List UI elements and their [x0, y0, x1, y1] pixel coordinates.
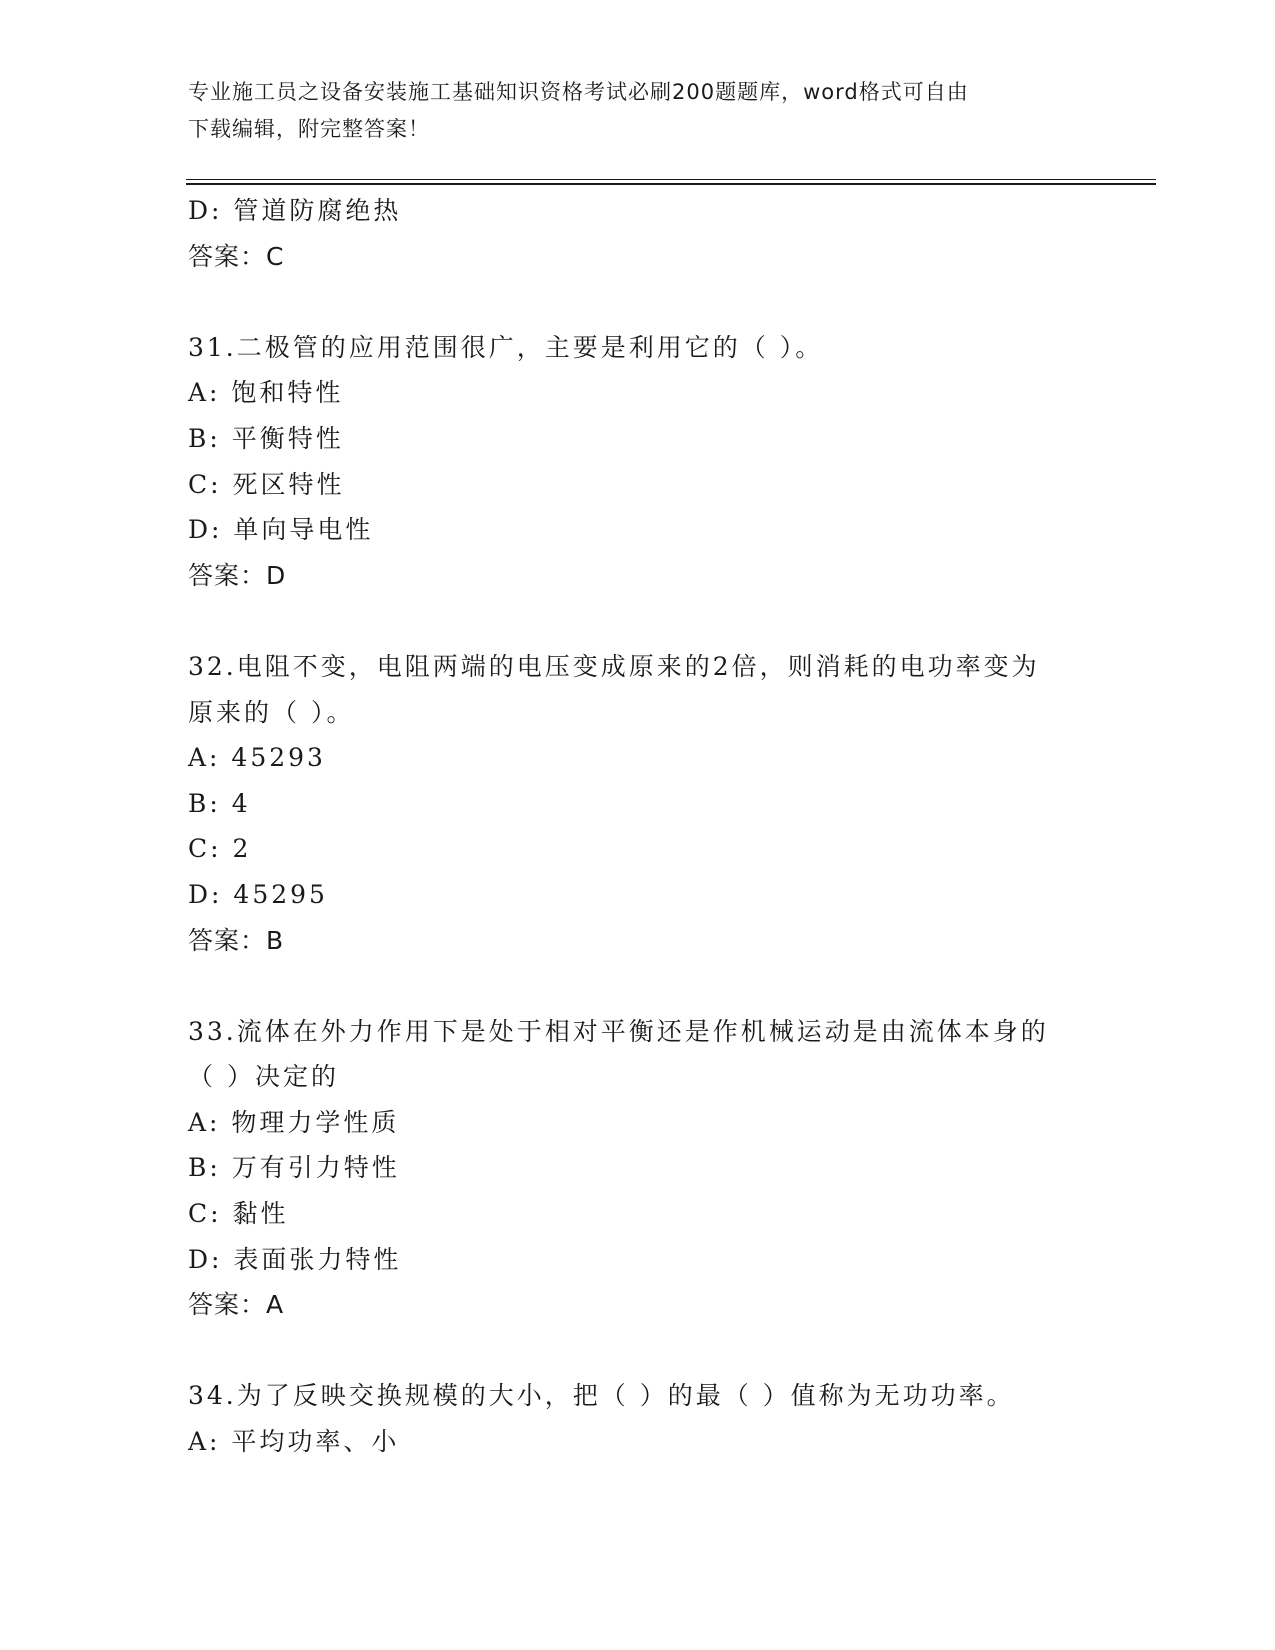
option-d: D: 表面张力特性: [188, 1244, 402, 1274]
question-33: [188, 1009, 1088, 1328]
option-c: C: 黏性: [188, 1199, 289, 1229]
question-list: [188, 188, 1088, 1465]
answer-line: 答案：D: [188, 560, 287, 590]
header-line-1: 专业施工员之设备安装施工基础知识资格考试必刷200题题库，word格式可自由: [188, 80, 969, 104]
option-d: D: 管道防腐绝热: [188, 196, 402, 225]
header-divider-thin: [186, 179, 1156, 180]
option-b: B: 平衡特性: [188, 423, 344, 453]
answer-line: 答案：A: [188, 1290, 285, 1320]
question-stem: 31.二极管的应用范围很广，主要是利用它的（ ）。: [188, 332, 824, 362]
option-c: C: 2: [188, 834, 252, 864]
spacer: [188, 1328, 1088, 1374]
previous-question-tail: [188, 188, 1088, 279]
option-c: C: 死区特性: [188, 469, 345, 499]
option-b: B: 万有引力特性: [188, 1153, 400, 1183]
question-stem-line-2: 原来的（ ）。: [188, 697, 355, 727]
question-stem-line-1: 32.电阻不变，电阻两端的电压变成原来的2倍，则消耗的电功率变为: [188, 651, 1040, 681]
document-header: [188, 74, 1068, 148]
answer-line: 答案：B: [188, 925, 285, 955]
question-stem-line-2: （ ）决定的: [188, 1062, 339, 1092]
question-32: [188, 644, 1088, 963]
question-stem: 34.为了反映交换规模的大小，把（ ）的最（ ）值称为无功功率。: [188, 1381, 1015, 1411]
question-34: [188, 1373, 1088, 1464]
option-a: A: 45293: [188, 743, 326, 773]
header-line-2: 下载编辑，附完整答案！: [188, 117, 430, 141]
question-31: [188, 325, 1088, 599]
spacer: [188, 279, 1088, 325]
option-b: B: 4: [188, 788, 251, 818]
option-a: A: 平均功率、小: [188, 1427, 400, 1457]
option-a: A: 饱和特性: [188, 378, 344, 408]
option-a: A: 物理力学性质: [188, 1107, 400, 1137]
option-d: D: 单向导电性: [188, 515, 374, 545]
question-stem-line-1: 33.流体在外力作用下是处于相对平衡还是作机械运动是由流体本身的: [188, 1016, 1049, 1046]
option-d: D: 45295: [188, 879, 328, 909]
spacer: [188, 963, 1088, 1009]
header-divider-thick: [186, 183, 1156, 185]
spacer: [188, 598, 1088, 644]
answer-line: 答案：C: [188, 241, 285, 271]
